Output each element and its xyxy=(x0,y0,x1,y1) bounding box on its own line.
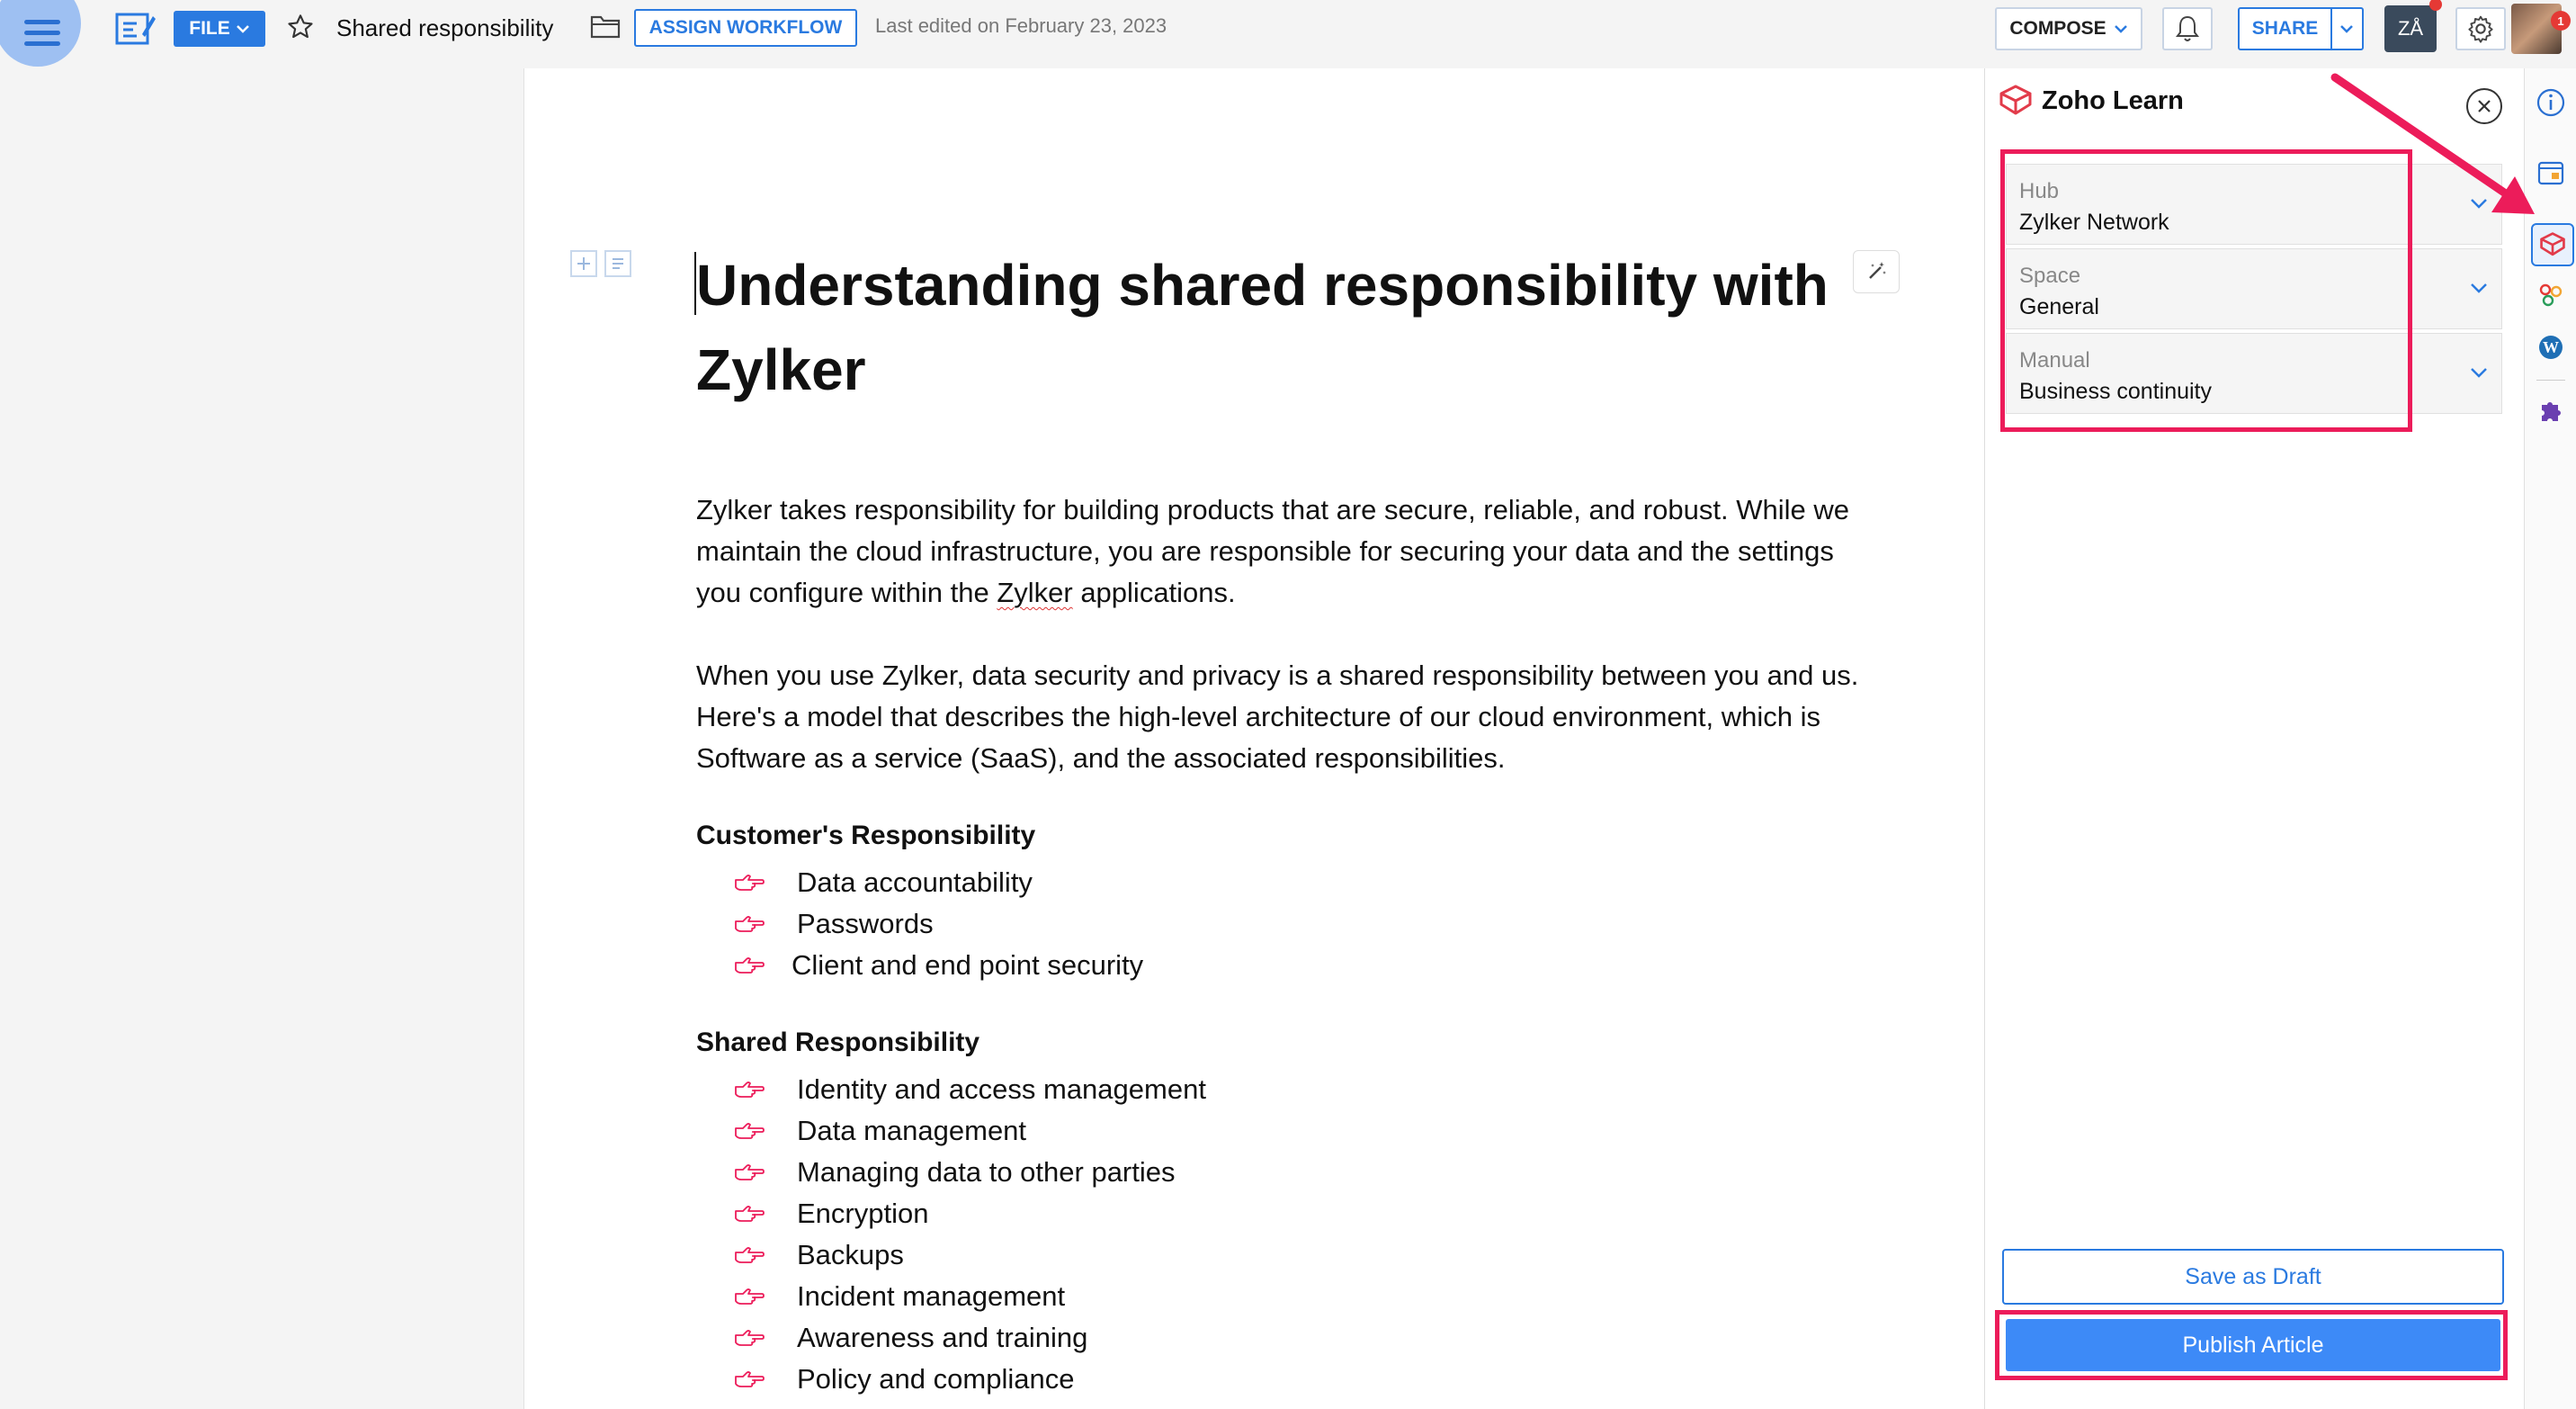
customer-responsibility-heading[interactable]: Customer's Responsibility xyxy=(696,821,1036,850)
list-item-text: Managing data to other parties xyxy=(797,1156,1176,1188)
settings-button[interactable] xyxy=(2455,7,2506,50)
list-item-text: Backups xyxy=(797,1239,904,1270)
chevron-down-icon xyxy=(2469,282,2489,294)
share-button[interactable] xyxy=(2238,7,2364,50)
panel-close-button[interactable] xyxy=(2466,88,2502,124)
list-item[interactable] xyxy=(734,945,1143,986)
chevron-down-icon xyxy=(236,24,250,33)
favorite-star-icon[interactable] xyxy=(286,13,315,41)
add-block-icon[interactable] xyxy=(570,250,597,277)
pointing-hand-icon xyxy=(734,914,797,934)
top-toolbar xyxy=(0,0,2576,68)
spellcheck-flagged-word[interactable]: Zylker xyxy=(997,577,1073,608)
chevron-down-icon xyxy=(2469,197,2489,210)
document-title[interactable]: Shared responsibility xyxy=(336,14,554,41)
pointing-hand-icon xyxy=(734,1328,797,1348)
user-avatar[interactable] xyxy=(2511,4,2562,54)
list-item[interactable] xyxy=(734,903,1143,945)
manual-select-value: Business continuity xyxy=(2019,379,2213,404)
zoho-learn-logo-icon: ZÅ xyxy=(2397,17,2424,40)
info-icon[interactable] xyxy=(2535,86,2567,119)
list-item[interactable] xyxy=(734,1193,1206,1234)
space-select-label: Space xyxy=(2019,264,2081,288)
pointing-hand-icon xyxy=(734,1162,797,1182)
save-as-draft-button[interactable]: Save as Draft xyxy=(2002,1249,2504,1305)
notification-dot xyxy=(2429,0,2442,11)
avatar-notification-badge: 1 xyxy=(2551,11,2571,31)
wordpress-icon[interactable] xyxy=(2535,331,2567,363)
panel-title: Zoho Learn xyxy=(2042,85,2184,115)
pointing-hand-icon xyxy=(734,1080,797,1099)
extensions-puzzle-icon[interactable] xyxy=(2535,394,2567,426)
hub-select-value: Zylker Network xyxy=(2019,210,2169,235)
list-item-text: Passwords xyxy=(797,908,934,939)
block-insert-controls xyxy=(570,250,631,277)
magic-wand-icon xyxy=(1865,260,1888,283)
list-item-text: Identity and access management xyxy=(797,1073,1206,1105)
right-app-rail xyxy=(2524,68,2576,1409)
compose-button[interactable] xyxy=(1995,7,2142,50)
integrations-app-icon[interactable] xyxy=(2535,279,2567,311)
paragraph-1-text-a: Zylker takes responsibility for building products that are secure, reliable, and robust. While we maintain the cloud infrastructure, you are responsible for securing your data and the settings you configure within the xyxy=(696,494,1849,608)
notifications-button[interactable] xyxy=(2162,7,2213,50)
list-item-text: Data management xyxy=(797,1115,1027,1146)
list-item-text: Client and end point security xyxy=(792,949,1144,981)
list-item[interactable] xyxy=(734,1069,1206,1110)
list-item[interactable] xyxy=(734,1110,1206,1152)
chevron-down-icon xyxy=(2469,366,2489,379)
gear-icon xyxy=(2466,14,2495,43)
list-item[interactable] xyxy=(734,1276,1206,1317)
file-menu-label: FILE xyxy=(189,18,230,39)
list-item-text: Policy and compliance xyxy=(797,1363,1075,1395)
pointing-hand-icon xyxy=(734,1245,797,1265)
list-item[interactable] xyxy=(734,1152,1206,1193)
pointing-hand-icon xyxy=(734,956,792,975)
bell-icon xyxy=(2174,14,2201,43)
calendar-app-icon[interactable] xyxy=(2535,157,2567,189)
zoho-learn-logo-icon xyxy=(1999,85,2033,117)
manual-select-label: Manual xyxy=(2019,348,2090,372)
pointing-hand-icon xyxy=(734,1369,797,1389)
pointing-hand-icon xyxy=(734,1287,797,1306)
chevron-down-icon xyxy=(2339,24,2354,33)
folder-icon[interactable] xyxy=(590,13,621,40)
shared-responsibility-list xyxy=(734,1069,1206,1400)
share-label: SHARE xyxy=(2251,18,2319,39)
paragraph-2[interactable]: When you use Zylker, data security and privacy is a shared responsibility between you and us. Here's a model that describes the high-level architecture of our cloud environment, which is Software as a service (SaaS), and the associated responsibilities. xyxy=(696,660,1859,774)
list-item[interactable] xyxy=(734,862,1143,903)
main-menu-button[interactable] xyxy=(0,0,81,67)
share-options-toggle[interactable] xyxy=(2330,9,2362,49)
pointing-hand-icon xyxy=(734,873,797,893)
list-item-text: Incident management xyxy=(797,1280,1066,1312)
publish-article-button[interactable]: Publish Article xyxy=(2006,1319,2500,1371)
list-item[interactable] xyxy=(734,1234,1206,1276)
chevron-down-icon xyxy=(2114,24,2128,33)
file-menu-button[interactable] xyxy=(174,11,265,47)
customer-responsibility-list xyxy=(734,862,1143,986)
paragraph-1-text-b: applications. xyxy=(1072,577,1236,608)
list-item-text: Awareness and training xyxy=(797,1322,1088,1353)
shared-responsibility-heading[interactable]: Shared Responsibility xyxy=(696,1028,980,1057)
rail-divider xyxy=(2536,380,2565,381)
writer-app-icon[interactable] xyxy=(115,9,158,49)
list-item[interactable] xyxy=(734,1317,1206,1359)
list-item-text: Encryption xyxy=(797,1198,929,1229)
hamburger-icon xyxy=(24,18,60,49)
hub-select-label: Hub xyxy=(2019,179,2060,203)
paragraph-1[interactable] xyxy=(696,489,1865,614)
close-icon xyxy=(2476,98,2492,114)
pointing-hand-icon xyxy=(734,1121,797,1141)
zoho-learn-toolbar-button[interactable] xyxy=(2384,5,2437,52)
list-item[interactable] xyxy=(734,1359,1206,1400)
paragraph-format-icon[interactable] xyxy=(604,250,631,277)
document-heading[interactable]: Understanding shared responsibility with Zylker xyxy=(696,253,1829,402)
compose-label: COMPOSE xyxy=(2009,18,2106,39)
annotation-highlight-fields xyxy=(2000,149,2412,432)
zoho-learn-rail-icon[interactable] xyxy=(2531,223,2574,266)
panel-header xyxy=(1999,85,2184,117)
space-select-value: General xyxy=(2019,294,2099,319)
assign-workflow-button[interactable]: ASSIGN WORKFLOW xyxy=(634,9,857,47)
annotation-highlight-publish xyxy=(1995,1310,2508,1380)
pointing-hand-icon xyxy=(734,1204,797,1224)
list-item-text: Data accountability xyxy=(797,866,1033,898)
svg-text:W: W xyxy=(2543,338,2559,356)
last-edited-status: Last edited on February 23, 2023 xyxy=(875,14,1167,37)
